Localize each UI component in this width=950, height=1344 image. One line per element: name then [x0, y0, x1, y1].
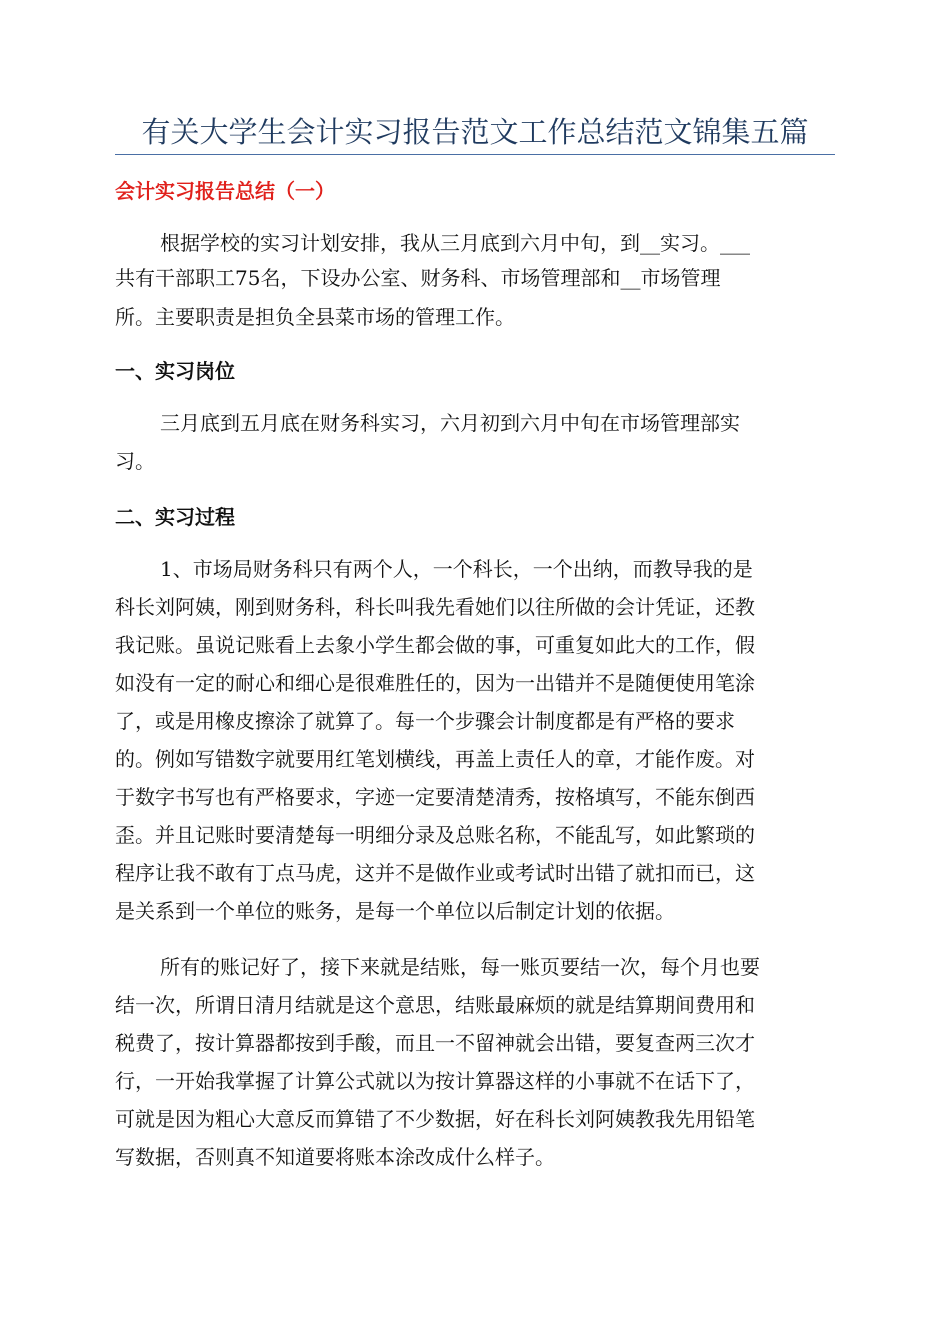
post-line: 习。 — [115, 449, 155, 473]
process-paragraph-line: 歪。并且记账时要清楚每一明细分录及总账名称，不能乱写，如此繁琐的 — [115, 823, 755, 847]
post-line: 三月底到五月底在财务科实习，六月初到六月中旬在市场管理部实 — [160, 411, 740, 435]
process-paragraph-line: 1、市场局财务科只有两个人，一个科长，一个出纳，而教导我的是 — [160, 557, 753, 581]
process-paragraph-line: 税费了，按计算器都按到手酸，而且一不留神就会出错，要复查两三次才 — [115, 1031, 755, 1055]
document-title: 有关大学生会计实习报告范文工作总结范文锦集五篇 — [141, 115, 809, 149]
heading-internship-process: 二、实习过程 — [115, 505, 235, 529]
process-paragraph-line: 可就是因为粗心大意反而算错了不少数据，好在科长刘阿姨教我先用铅笔 — [115, 1107, 755, 1131]
process-paragraph-line: 所有的账记好了，接下来就是结账，每一账页要结一次，每个月也要 — [160, 955, 760, 979]
heading-internship-post: 一、实习岗位 — [115, 359, 235, 383]
process-paragraph-line: 结一次，所谓日清月结就是这个意思，结账最麻烦的就是结算期间费用和 — [115, 993, 755, 1017]
process-paragraph-line: 如没有一定的耐心和细心是很难胜任的，因为一出错并不是随便使用笔涂 — [115, 671, 755, 695]
process-paragraph-line: 了，或是用橡皮擦涂了就算了。每一个步骤会计制度都是有严格的要求 — [115, 709, 735, 733]
intro-line: 根据学校的实习计划安排，我从三月底到六月中旬，到__实习。___ — [160, 231, 750, 255]
intro-line: 所。主要职责是担负全县菜市场的管理工作。 — [115, 305, 515, 329]
section-one-heading: 会计实习报告总结（一） — [115, 179, 335, 203]
process-paragraph-line: 我记账。虽说记账看上去象小学生都会做的事，可重复如此大的工作，假 — [115, 633, 755, 657]
process-paragraph-line: 科长刘阿姨，刚到财务科，科长叫我先看她们以往所做的会计凭证，还教 — [115, 595, 755, 619]
process-paragraph-line: 写数据，否则真不知道要将账本涂改成什么样子。 — [115, 1145, 555, 1169]
process-paragraph-line: 程序让我不敢有丁点马虎，这并不是做作业或考试时出错了就扣而已，这 — [115, 861, 755, 885]
title-underline — [115, 154, 835, 155]
process-paragraph-line: 的。例如写错数字就要用红笔划横线，再盖上责任人的章，才能作废。对 — [115, 747, 755, 771]
process-paragraph-line: 行，一开始我掌握了计算公式就以为按计算器这样的小事就不在话下了， — [115, 1069, 755, 1093]
process-paragraph-line: 是关系到一个单位的账务，是每一个单位以后制定计划的依据。 — [115, 899, 675, 923]
process-paragraph-line: 于数字书写也有严格要求，字迹一定要清楚清秀，按格填写，不能东倒西 — [115, 785, 755, 809]
intro-line: 共有干部职工75名，下设办公室、财务科、市场管理部和__市场管理 — [115, 266, 721, 290]
